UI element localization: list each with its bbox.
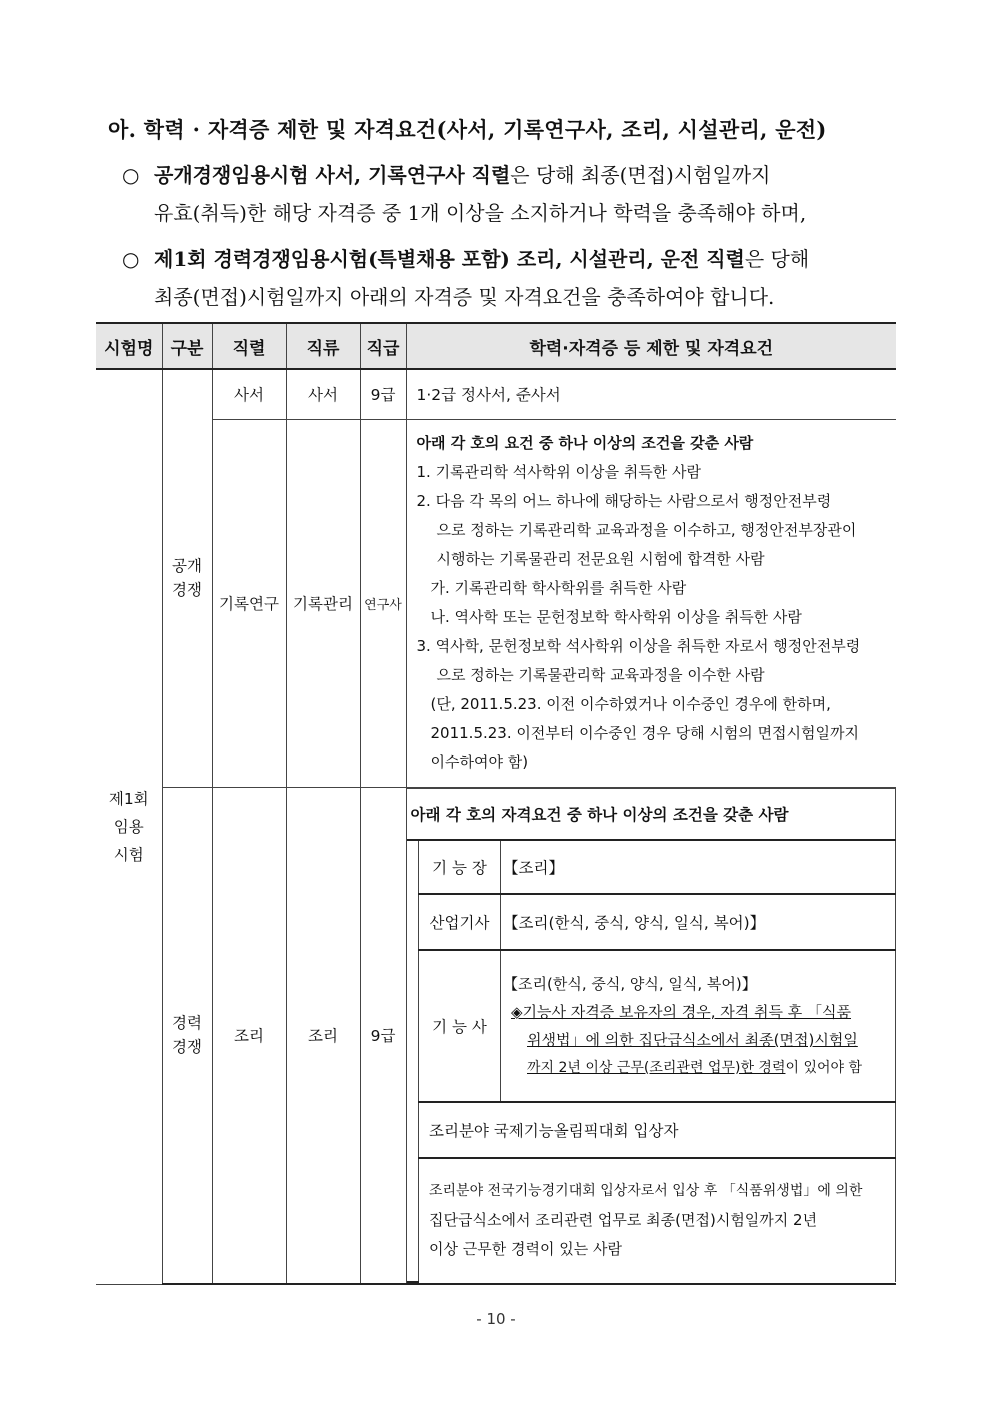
archivist-item2a: 2. 다음 각 목의 어느 하나에 해당하는 사람으로서 행정안전부령: [416, 492, 832, 510]
table-header-row: [96, 323, 896, 369]
cook-req-title: 아래 각 호의 자격요건 중 하나 이상의 조건을 갖춘 사람: [407, 788, 896, 840]
archivist-item2c: 시행하는 기록물관리 전문요원 시험에 합격한 사람: [436, 550, 765, 568]
archivist-item1: 1. 기록관리학 석사학위 이상을 취득한 사람: [416, 463, 701, 481]
craftsman-label: 기 능 사: [419, 950, 501, 1102]
master-requirement: 【조리】: [501, 840, 896, 894]
table-row: [96, 419, 896, 787]
craftsman-requirement: [501, 950, 896, 1102]
para2-rest: 은 당해: [744, 247, 810, 271]
header-series: 직렬: [212, 323, 286, 369]
national-competition-requirement: 조리분야 전국기능경기대회 입상자로서 입상 후 「식품위생법」에 의한 집단급식소에서 조리관련 업무로 최종(면접)시험일까지 2년 이상 근무한 경력이 있는 사람: [419, 1158, 896, 1282]
header-type: 구분: [162, 323, 212, 369]
engineer-label: 산업기사: [419, 894, 501, 950]
craftsman-note-c: 까지 2년 이상 근무(조리관련 업무)한 경력이 있어야 함: [527, 1060, 862, 1076]
archivist-series: 기록연구: [212, 419, 286, 787]
para2-line2: 최종(면접)시험일까지 아래의 자격증 및 자격요건을 충족하여야 합니다.: [154, 285, 775, 309]
archivist-item3d: 2011.5.23. 이전부터 이수중인 경우 당해 시험의 면접시험일까지: [430, 724, 859, 742]
indent-spacer: [407, 840, 419, 1282]
cook-requirements: [406, 787, 896, 1284]
career-competition-cell: 경력 경쟁: [162, 787, 212, 1284]
archivist-item3c: (단, 2011.5.23. 이전 이수하였거나 이수중인 경우에 한하며,: [430, 695, 831, 713]
master-label: 기 능 장: [419, 840, 501, 894]
table-row: [96, 369, 896, 419]
bullet-circle: ○: [122, 163, 140, 187]
paragraph-career-competition: [122, 240, 898, 316]
table-row: [96, 787, 896, 1284]
section-heading: 아. 학력 · 자격증 제한 및 자격요건(사서, 기록연구사, 조리, 시설관리, 운전): [108, 117, 827, 142]
para1-rest: 은 당해 최종(면접)시험일까지: [510, 163, 771, 187]
cook-grade: 9급: [360, 787, 406, 1284]
craftsman-req-main: 【조리(한식, 중식, 양식, 일식, 복어)】: [503, 975, 757, 993]
header-class: 직류: [286, 323, 360, 369]
archivist-req-title: 아래 각 호의 요건 중 하나 이상의 조건을 갖춘 사람: [416, 434, 754, 452]
para1-line2: 유효(취득)한 해당 자격증 중 1개 이상을 소지하거나 학력을 충족해야 하며,: [154, 201, 807, 225]
cook-series: 조리: [212, 787, 286, 1284]
para2-bold: 제1회 경력경쟁임용시험(특별채용 포함) 조리, 시설관리, 운전 직렬: [154, 247, 745, 271]
exam-name-cell: 제1회 임용 시험: [96, 369, 162, 1284]
cook-requirements-inner-table: [407, 788, 897, 1284]
archivist-item2na: 나. 역사학 또는 문헌정보학 학사학위 이상을 취득한 사람: [430, 608, 802, 626]
archivist-requirements: [406, 419, 896, 787]
archivist-item2ga: 가. 기록관리학 학사학위를 취득한 사람: [430, 579, 687, 597]
archivist-item2b: 으로 정하는 기록관리학 교육과정을 이수하고, 행정안전부장관이: [436, 521, 857, 539]
craftsman-note-b: 위생법」에 의한 집단급식소에서 최종(면접)시험일: [527, 1031, 858, 1049]
header-exam-name: 시험명: [96, 323, 162, 369]
librarian-requirement: 1·2급 정사서, 준사서: [406, 369, 896, 419]
archivist-grade: 연구사: [360, 419, 406, 787]
archivist-item3e: 이수하여야 함): [430, 753, 529, 771]
page-number: - 10 -: [476, 1310, 516, 1328]
header-grade: 직급: [360, 323, 406, 369]
librarian-class: 사서: [286, 369, 360, 419]
librarian-series: 사서: [212, 369, 286, 419]
librarian-grade: 9급: [360, 369, 406, 419]
requirements-table: [96, 322, 896, 1285]
archivist-class: 기록관리: [286, 419, 360, 787]
intl-olympiad-requirement: 조리분야 국제기능올림픽대회 입상자: [419, 1102, 896, 1158]
engineer-requirement: 【조리(한식, 중식, 양식, 일식, 복어)】: [501, 894, 896, 950]
para1-bold: 공개경쟁임용시험 사서, 기록연구사 직렬: [154, 163, 511, 187]
header-requirements: 학력·자격증 등 제한 및 자격요건: [406, 323, 896, 369]
open-competition-cell: 공개 경쟁: [162, 369, 212, 787]
archivist-item3b: 으로 정하는 기록물관리학 교육과정을 이수한 사람: [436, 666, 765, 684]
craftsman-note-a: ◈기능사 자격증 보유자의 경우, 자격 취득 후 「식품: [511, 1003, 851, 1021]
bullet-circle: ○: [122, 247, 140, 271]
paragraph-open-competition: [122, 156, 898, 232]
archivist-item3a: 3. 역사학, 문헌정보학 석사학위 이상을 취득한 자로서 행정안전부령: [416, 637, 861, 655]
cook-class: 조리: [286, 787, 360, 1284]
